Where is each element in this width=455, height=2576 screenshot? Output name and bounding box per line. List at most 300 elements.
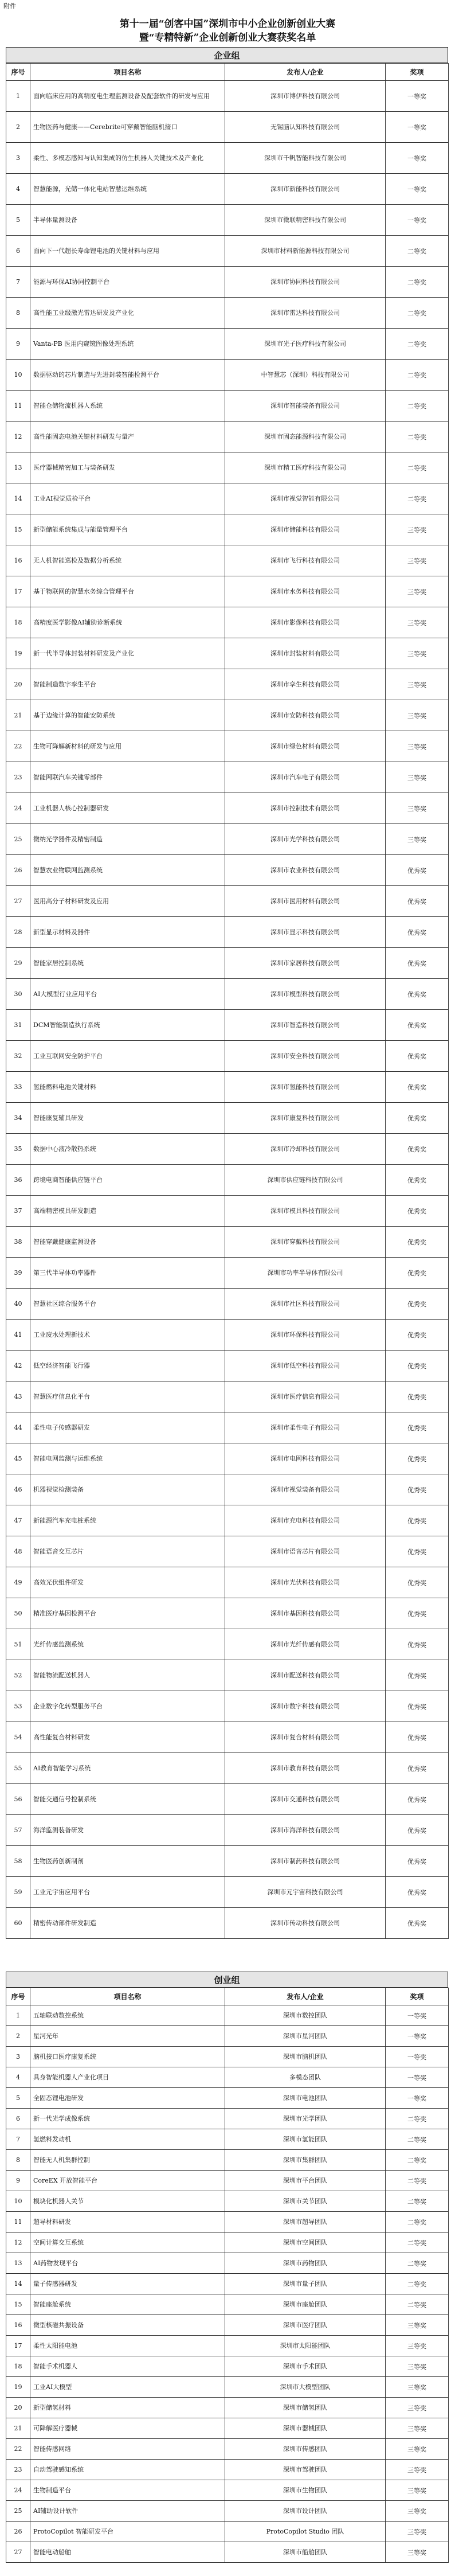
row-organization: 深圳市驾驶团队 (225, 2460, 386, 2480)
row-award: 一等奖 (386, 2005, 449, 2026)
table-row (6, 2253, 449, 2274)
table-row (6, 1660, 449, 1691)
row-organization: 深圳市船舶团队 (225, 2542, 386, 2563)
row-seq: 60 (6, 1908, 30, 1939)
table-row (6, 2501, 449, 2522)
row-seq: 46 (6, 1474, 30, 1505)
table-row (6, 2171, 449, 2191)
row-award: 优秀奖 (386, 948, 449, 979)
table-row (6, 917, 449, 948)
table-row (6, 483, 449, 514)
row-seq: 36 (6, 1165, 30, 1196)
row-seq: 51 (6, 1629, 30, 1660)
row-award: 优秀奖 (386, 1320, 449, 1351)
header-name: 项目名称 (30, 1988, 225, 2005)
table-row (6, 2109, 449, 2129)
row-project-name: 医疗器械精密加工与装备研发 (30, 452, 225, 483)
row-award: 二等奖 (386, 2191, 449, 2212)
row-award: 三等奖 (386, 824, 449, 855)
row-seq: 26 (6, 855, 30, 886)
table-row (6, 2480, 449, 2501)
row-organization: 深圳市显示科技有限公司 (225, 917, 386, 948)
row-project-name: 智能物流配送机器人 (30, 1660, 225, 1691)
row-seq: 34 (6, 1103, 30, 1134)
row-organization: 深圳市设计团队 (225, 2501, 386, 2522)
row-award: 优秀奖 (386, 886, 449, 917)
row-award: 优秀奖 (386, 1196, 449, 1227)
row-organization: 深圳市元宇宙科技有限公司 (225, 1877, 386, 1908)
row-award: 优秀奖 (386, 1227, 449, 1258)
row-award: 二等奖 (386, 391, 449, 421)
row-award: 优秀奖 (386, 917, 449, 948)
table-row (6, 452, 449, 483)
row-project-name: 超导材料研发 (30, 2212, 225, 2232)
row-seq: 19 (6, 2377, 30, 2398)
row-award: 优秀奖 (386, 1753, 449, 1784)
row-seq: 50 (6, 1598, 30, 1629)
row-award: 优秀奖 (386, 1010, 449, 1041)
row-organization: 深圳市电网科技有限公司 (225, 1443, 386, 1474)
row-award: 三等奖 (386, 2356, 449, 2377)
row-award: 三等奖 (386, 638, 449, 669)
row-organization: 深圳市超导团队 (225, 2212, 386, 2232)
row-project-name: 基于边缘计算的智能安防系统 (30, 700, 225, 731)
row-project-name: 智能语音交互芯片 (30, 1536, 225, 1567)
row-project-name: 具身智能机器人产业化项目 (30, 2067, 225, 2088)
row-project-name: 智能制造数字孪生平台 (30, 669, 225, 700)
row-project-name: 可降解医疗器械 (30, 2418, 225, 2439)
row-seq: 38 (6, 1227, 30, 1258)
row-organization: 深圳市光纤传感有限公司 (225, 1629, 386, 1660)
row-organization: 深圳市生物团队 (225, 2480, 386, 2501)
table-row (6, 1134, 449, 1165)
row-seq: 25 (6, 2501, 30, 2522)
row-seq: 32 (6, 1041, 30, 1072)
row-award: 优秀奖 (386, 1351, 449, 1381)
row-award: 三等奖 (386, 731, 449, 762)
row-project-name: AI大模型行业应用平台 (30, 979, 225, 1010)
table-row (6, 545, 449, 576)
row-project-name: 智能康复辅具研发 (30, 1103, 225, 1134)
row-project-name: 智慧医疗信息化平台 (30, 1381, 225, 1412)
table-row (6, 514, 449, 545)
table-row (6, 2274, 449, 2294)
row-seq: 14 (6, 483, 30, 514)
row-award: 一等奖 (386, 2026, 449, 2047)
row-organization: 深圳市储能科技有限公司 (225, 514, 386, 545)
row-seq: 29 (6, 948, 30, 979)
row-seq: 8 (6, 2150, 30, 2171)
row-organization: 深圳市雷达科技有限公司 (225, 298, 386, 329)
row-organization: 深圳市手术团队 (225, 2356, 386, 2377)
table-row (6, 360, 449, 391)
row-organization: 深圳市药物团队 (225, 2253, 386, 2274)
row-award: 三等奖 (386, 793, 449, 824)
row-project-name: 微型核磁共振设备 (30, 2315, 225, 2336)
row-award: 一等奖 (386, 2067, 449, 2088)
table-row (6, 1691, 449, 1722)
row-seq: 24 (6, 793, 30, 824)
row-seq: 1 (6, 2005, 30, 2026)
row-project-name: 柔性电子传感器研发 (30, 1412, 225, 1443)
row-organization: 深圳市视觉装备有限公司 (225, 1474, 386, 1505)
row-project-name: 模块化机器人关节 (30, 2191, 225, 2212)
row-organization: 深圳市影像科技有限公司 (225, 607, 386, 638)
table-row (6, 1877, 449, 1908)
row-organization: 深圳市空间团队 (225, 2232, 386, 2253)
row-organization: 深圳市医疗团队 (225, 2315, 386, 2336)
row-organization: 深圳市低空科技有限公司 (225, 1351, 386, 1381)
row-project-name: 机器视觉检测装备 (30, 1474, 225, 1505)
row-award: 优秀奖 (386, 979, 449, 1010)
row-organization: 深圳市协同科技有限公司 (225, 267, 386, 298)
row-project-name: 基于物联网的智慧水务综合管理平台 (30, 576, 225, 607)
table-row (6, 576, 449, 607)
row-organization: 深圳市电池团队 (225, 2088, 386, 2109)
row-organization: 深圳市基因科技有限公司 (225, 1598, 386, 1629)
row-award: 二等奖 (386, 267, 449, 298)
row-organization: 深圳市精工医疗科技有限公司 (225, 452, 386, 483)
table-row (6, 2315, 449, 2336)
row-project-name: 数据中心液冷散热系统 (30, 1134, 225, 1165)
row-seq: 14 (6, 2274, 30, 2294)
row-award: 优秀奖 (386, 1474, 449, 1505)
table-row (6, 1846, 449, 1877)
row-award: 优秀奖 (386, 1815, 449, 1846)
row-award: 二等奖 (386, 2253, 449, 2274)
table-row (6, 2026, 449, 2047)
row-award: 优秀奖 (386, 1629, 449, 1660)
header-award: 奖项 (386, 64, 449, 81)
row-seq: 26 (6, 2522, 30, 2542)
row-organization: 深圳市海洋科技有限公司 (225, 1815, 386, 1846)
row-award: 三等奖 (386, 2501, 449, 2522)
row-organization: 深圳市环保科技有限公司 (225, 1320, 386, 1351)
row-award: 一等奖 (386, 174, 449, 205)
row-seq: 42 (6, 1351, 30, 1381)
row-project-name: 智能电动船舶 (30, 2542, 225, 2563)
table-header-row (6, 64, 449, 81)
row-seq: 10 (6, 360, 30, 391)
row-award: 优秀奖 (386, 1660, 449, 1691)
row-project-name: 空间计算交互系统 (30, 2232, 225, 2253)
row-award: 优秀奖 (386, 1134, 449, 1165)
row-seq: 44 (6, 1412, 30, 1443)
row-project-name: DCM智能制造执行系统 (30, 1010, 225, 1041)
row-project-name: 高性能工业级激光雷达研发及产业化 (30, 298, 225, 329)
row-project-name: 微纳光学器件及精密制造 (30, 824, 225, 855)
row-project-name: 高性能复合材料研发 (30, 1722, 225, 1753)
row-seq: 53 (6, 1691, 30, 1722)
table-row (6, 205, 449, 236)
row-organization: 深圳市微联精密科技有限公司 (225, 205, 386, 236)
row-organization: 深圳市大模型团队 (225, 2377, 386, 2398)
row-organization: 深圳市供应链科技有限公司 (225, 1165, 386, 1196)
row-seq: 23 (6, 2460, 30, 2480)
table-row (6, 855, 449, 886)
row-project-name: 低空经济智能飞行器 (30, 1351, 225, 1381)
row-organization: 深圳市语音芯片有限公司 (225, 1536, 386, 1567)
table-row (6, 1165, 449, 1196)
row-organization: 深圳市光伏科技有限公司 (225, 1567, 386, 1598)
row-award: 三等奖 (386, 2522, 449, 2542)
row-project-name: 柔性、多模态感知与认知集成的仿生机器人关键技术及产业化 (30, 143, 225, 174)
row-award: 优秀奖 (386, 1691, 449, 1722)
header-seq: 序号 (6, 1988, 30, 2005)
row-seq: 57 (6, 1815, 30, 1846)
row-project-name: 五轴联动数控系统 (30, 2005, 225, 2026)
row-seq: 11 (6, 391, 30, 421)
row-seq: 12 (6, 421, 30, 452)
row-seq: 43 (6, 1381, 30, 1412)
row-organization: 深圳市制药科技有限公司 (225, 1846, 386, 1877)
row-organization: 深圳市孪生科技有限公司 (225, 669, 386, 700)
table-row (6, 2005, 449, 2026)
row-seq: 10 (6, 2191, 30, 2212)
row-organization: 深圳市材料新能源科技有限公司 (225, 236, 386, 267)
row-seq: 17 (6, 576, 30, 607)
table-row (6, 793, 449, 824)
row-project-name: 全固态锂电池研发 (30, 2088, 225, 2109)
row-award: 优秀奖 (386, 1041, 449, 1072)
row-project-name: 企业数字化转型服务平台 (30, 1691, 225, 1722)
row-organization: 深圳市座舱团队 (225, 2294, 386, 2315)
table-row (6, 2398, 449, 2418)
table-row (6, 2191, 449, 2212)
row-award: 优秀奖 (386, 1412, 449, 1443)
row-project-name: 高端精密模具研发制造 (30, 1196, 225, 1227)
row-project-name: 面向下一代超长寿命锂电池的关键材料与应用 (30, 236, 225, 267)
row-seq: 18 (6, 2356, 30, 2377)
table-row (6, 1196, 449, 1227)
table-row (6, 2232, 449, 2253)
row-seq: 37 (6, 1196, 30, 1227)
header-org: 发布人/企业 (225, 1988, 386, 2005)
row-seq: 8 (6, 298, 30, 329)
row-award: 优秀奖 (386, 1908, 449, 1939)
table-row (6, 2356, 449, 2377)
row-award: 三等奖 (386, 2460, 449, 2480)
row-award: 优秀奖 (386, 1258, 449, 1289)
row-seq: 5 (6, 205, 30, 236)
row-seq: 23 (6, 762, 30, 793)
table-row (6, 1412, 449, 1443)
row-seq: 13 (6, 2253, 30, 2274)
row-project-name: ProtoCopilot 智能研发平台 (30, 2522, 225, 2542)
row-organization: 深圳市平台团队 (225, 2171, 386, 2191)
header-org: 发布人/企业 (225, 64, 386, 81)
row-project-name: 智能手术机器人 (30, 2356, 225, 2377)
table-row (6, 1320, 449, 1351)
table-row (6, 1258, 449, 1289)
table-row (6, 1072, 449, 1103)
row-organization: 深圳市脑机团队 (225, 2047, 386, 2067)
row-project-name: 生物制造平台 (30, 2480, 225, 2501)
row-seq: 35 (6, 1134, 30, 1165)
row-award: 二等奖 (386, 2109, 449, 2129)
row-project-name: 智能交通信号控制系统 (30, 1784, 225, 1815)
row-organization: 深圳市星河团队 (225, 2026, 386, 2047)
row-organization: 深圳市氢能科技有限公司 (225, 1072, 386, 1103)
row-organization: 深圳市家居科技有限公司 (225, 948, 386, 979)
row-project-name: 智慧农业物联网监测系统 (30, 855, 225, 886)
row-award: 一等奖 (386, 2047, 449, 2067)
row-award: 三等奖 (386, 607, 449, 638)
table-row (6, 762, 449, 793)
row-seq: 33 (6, 1072, 30, 1103)
row-seq: 2 (6, 112, 30, 143)
row-project-name: 星河光年 (30, 2026, 225, 2047)
table-row (6, 1784, 449, 1815)
row-organization: 深圳市固态能源科技有限公司 (225, 421, 386, 452)
row-seq: 22 (6, 2439, 30, 2460)
row-seq: 9 (6, 2171, 30, 2191)
row-organization: 深圳市农业科技有限公司 (225, 855, 386, 886)
row-award: 三等奖 (386, 2542, 449, 2563)
row-project-name: 无人机智能巡检及数据分析系统 (30, 545, 225, 576)
row-project-name: 高精度医学影像AI辅助诊断系统 (30, 607, 225, 638)
row-award: 二等奖 (386, 2294, 449, 2315)
table-row (6, 1815, 449, 1846)
row-project-name: 智慧能源，光储一体化电站智慧运维系统 (30, 174, 225, 205)
table-row (6, 886, 449, 917)
table-row (6, 2377, 449, 2398)
row-project-name: 能源与环保AI协同控制平台 (30, 267, 225, 298)
row-project-name: 智能穿戴健康监测设备 (30, 1227, 225, 1258)
startup-table (6, 1988, 449, 2563)
row-award: 二等奖 (386, 2232, 449, 2253)
table-row (6, 329, 449, 360)
row-project-name: 生物可降解新材料的研发与应用 (30, 731, 225, 762)
row-award: 优秀奖 (386, 855, 449, 886)
row-project-name: 海洋监测装备研发 (30, 1815, 225, 1846)
row-award: 二等奖 (386, 2212, 449, 2232)
row-project-name: 工业废水处理新技术 (30, 1320, 225, 1351)
row-organization: 深圳市复合材料有限公司 (225, 1722, 386, 1753)
row-award: 二等奖 (386, 421, 449, 452)
title-line-2: 暨“专精特新”企业创新创业大赛获奖名单 (139, 32, 316, 44)
row-organization: 深圳市模具科技有限公司 (225, 1196, 386, 1227)
row-award: 三等奖 (386, 2398, 449, 2418)
row-organization: 深圳市功率半导体有限公司 (225, 1258, 386, 1289)
table-row (6, 1474, 449, 1505)
header-award: 奖项 (386, 1988, 449, 2005)
row-award: 优秀奖 (386, 1598, 449, 1629)
row-seq: 3 (6, 143, 30, 174)
row-seq: 55 (6, 1753, 30, 1784)
row-project-name: 智能网联汽车关键零部件 (30, 762, 225, 793)
row-seq: 15 (6, 514, 30, 545)
row-seq: 20 (6, 2398, 30, 2418)
table-row (6, 948, 449, 979)
row-project-name: 自动驾驶感知系统 (30, 2460, 225, 2480)
row-seq: 39 (6, 1258, 30, 1289)
row-organization: 无锡脑认知科技有限公司 (225, 112, 386, 143)
row-award: 一等奖 (386, 205, 449, 236)
row-seq: 54 (6, 1722, 30, 1753)
table-row (6, 1505, 449, 1536)
table-row (6, 1289, 449, 1320)
row-project-name: AI药物发现平台 (30, 2253, 225, 2274)
row-organization: 深圳市数控团队 (225, 2005, 386, 2026)
table-row (6, 81, 449, 112)
table-header-row (6, 1988, 449, 2005)
row-seq: 13 (6, 452, 30, 483)
row-project-name: 脑机接口医疗康复系统 (30, 2047, 225, 2067)
table-row (6, 1381, 449, 1412)
row-seq: 48 (6, 1536, 30, 1567)
row-organization: 深圳市光子医疗科技有限公司 (225, 329, 386, 360)
attachment-label: 附件 (3, 2, 16, 10)
row-organization: 深圳市医疗信息有限公司 (225, 1381, 386, 1412)
row-organization: 深圳市医用材料有限公司 (225, 886, 386, 917)
row-seq: 56 (6, 1784, 30, 1815)
row-seq: 58 (6, 1846, 30, 1877)
row-seq: 16 (6, 545, 30, 576)
row-seq: 15 (6, 2294, 30, 2315)
row-award: 优秀奖 (386, 1722, 449, 1753)
row-seq: 30 (6, 979, 30, 1010)
row-organization: 深圳市光学科技有限公司 (225, 824, 386, 855)
table-row (6, 700, 449, 731)
row-seq: 40 (6, 1289, 30, 1320)
row-project-name: 精密传动部件研发制造 (30, 1908, 225, 1939)
table-row (6, 2542, 449, 2563)
row-seq: 22 (6, 731, 30, 762)
table-row (6, 1443, 449, 1474)
row-project-name: 智能仓储物流机器人系统 (30, 391, 225, 421)
row-project-name: 工业AI大模型 (30, 2377, 225, 2398)
table-row (6, 2129, 449, 2150)
row-award: 二等奖 (386, 329, 449, 360)
row-seq: 20 (6, 669, 30, 700)
row-project-name: 跨境电商智能供应链平台 (30, 1165, 225, 1196)
row-organization: 深圳市穿戴科技有限公司 (225, 1227, 386, 1258)
row-organization: 深圳市量子团队 (225, 2274, 386, 2294)
row-seq: 12 (6, 2232, 30, 2253)
row-seq: 5 (6, 2088, 30, 2109)
row-seq: 28 (6, 917, 30, 948)
row-award: 二等奖 (386, 2171, 449, 2191)
table-row (6, 1536, 449, 1567)
row-seq: 4 (6, 2067, 30, 2088)
row-award: 优秀奖 (386, 1103, 449, 1134)
table-row (6, 112, 449, 143)
row-award: 优秀奖 (386, 1536, 449, 1567)
row-project-name: 氢能燃料电池关键材料 (30, 1072, 225, 1103)
row-organization: 深圳市飞行科技有限公司 (225, 545, 386, 576)
row-project-name: 工业互联网安全防护平台 (30, 1041, 225, 1072)
row-seq: 21 (6, 700, 30, 731)
row-project-name: 第三代半导体功率器件 (30, 1258, 225, 1289)
row-award: 三等奖 (386, 2377, 449, 2398)
row-organization: 深圳市安全科技有限公司 (225, 1041, 386, 1072)
row-award: 优秀奖 (386, 1165, 449, 1196)
row-project-name: 生物医药与健康——Cerebrite可穿戴智能脑机接口 (30, 112, 225, 143)
table-row (6, 2439, 449, 2460)
row-award: 一等奖 (386, 2088, 449, 2109)
enterprise-table (6, 63, 449, 1939)
row-award: 二等奖 (386, 483, 449, 514)
row-seq: 17 (6, 2336, 30, 2356)
row-project-name: 智能电网监测与运维系统 (30, 1443, 225, 1474)
row-seq: 49 (6, 1567, 30, 1598)
row-seq: 52 (6, 1660, 30, 1691)
table-row (6, 731, 449, 762)
row-organization: 深圳市社区科技有限公司 (225, 1289, 386, 1320)
row-award: 优秀奖 (386, 1846, 449, 1877)
row-project-name: 柔性太阳能电池 (30, 2336, 225, 2356)
